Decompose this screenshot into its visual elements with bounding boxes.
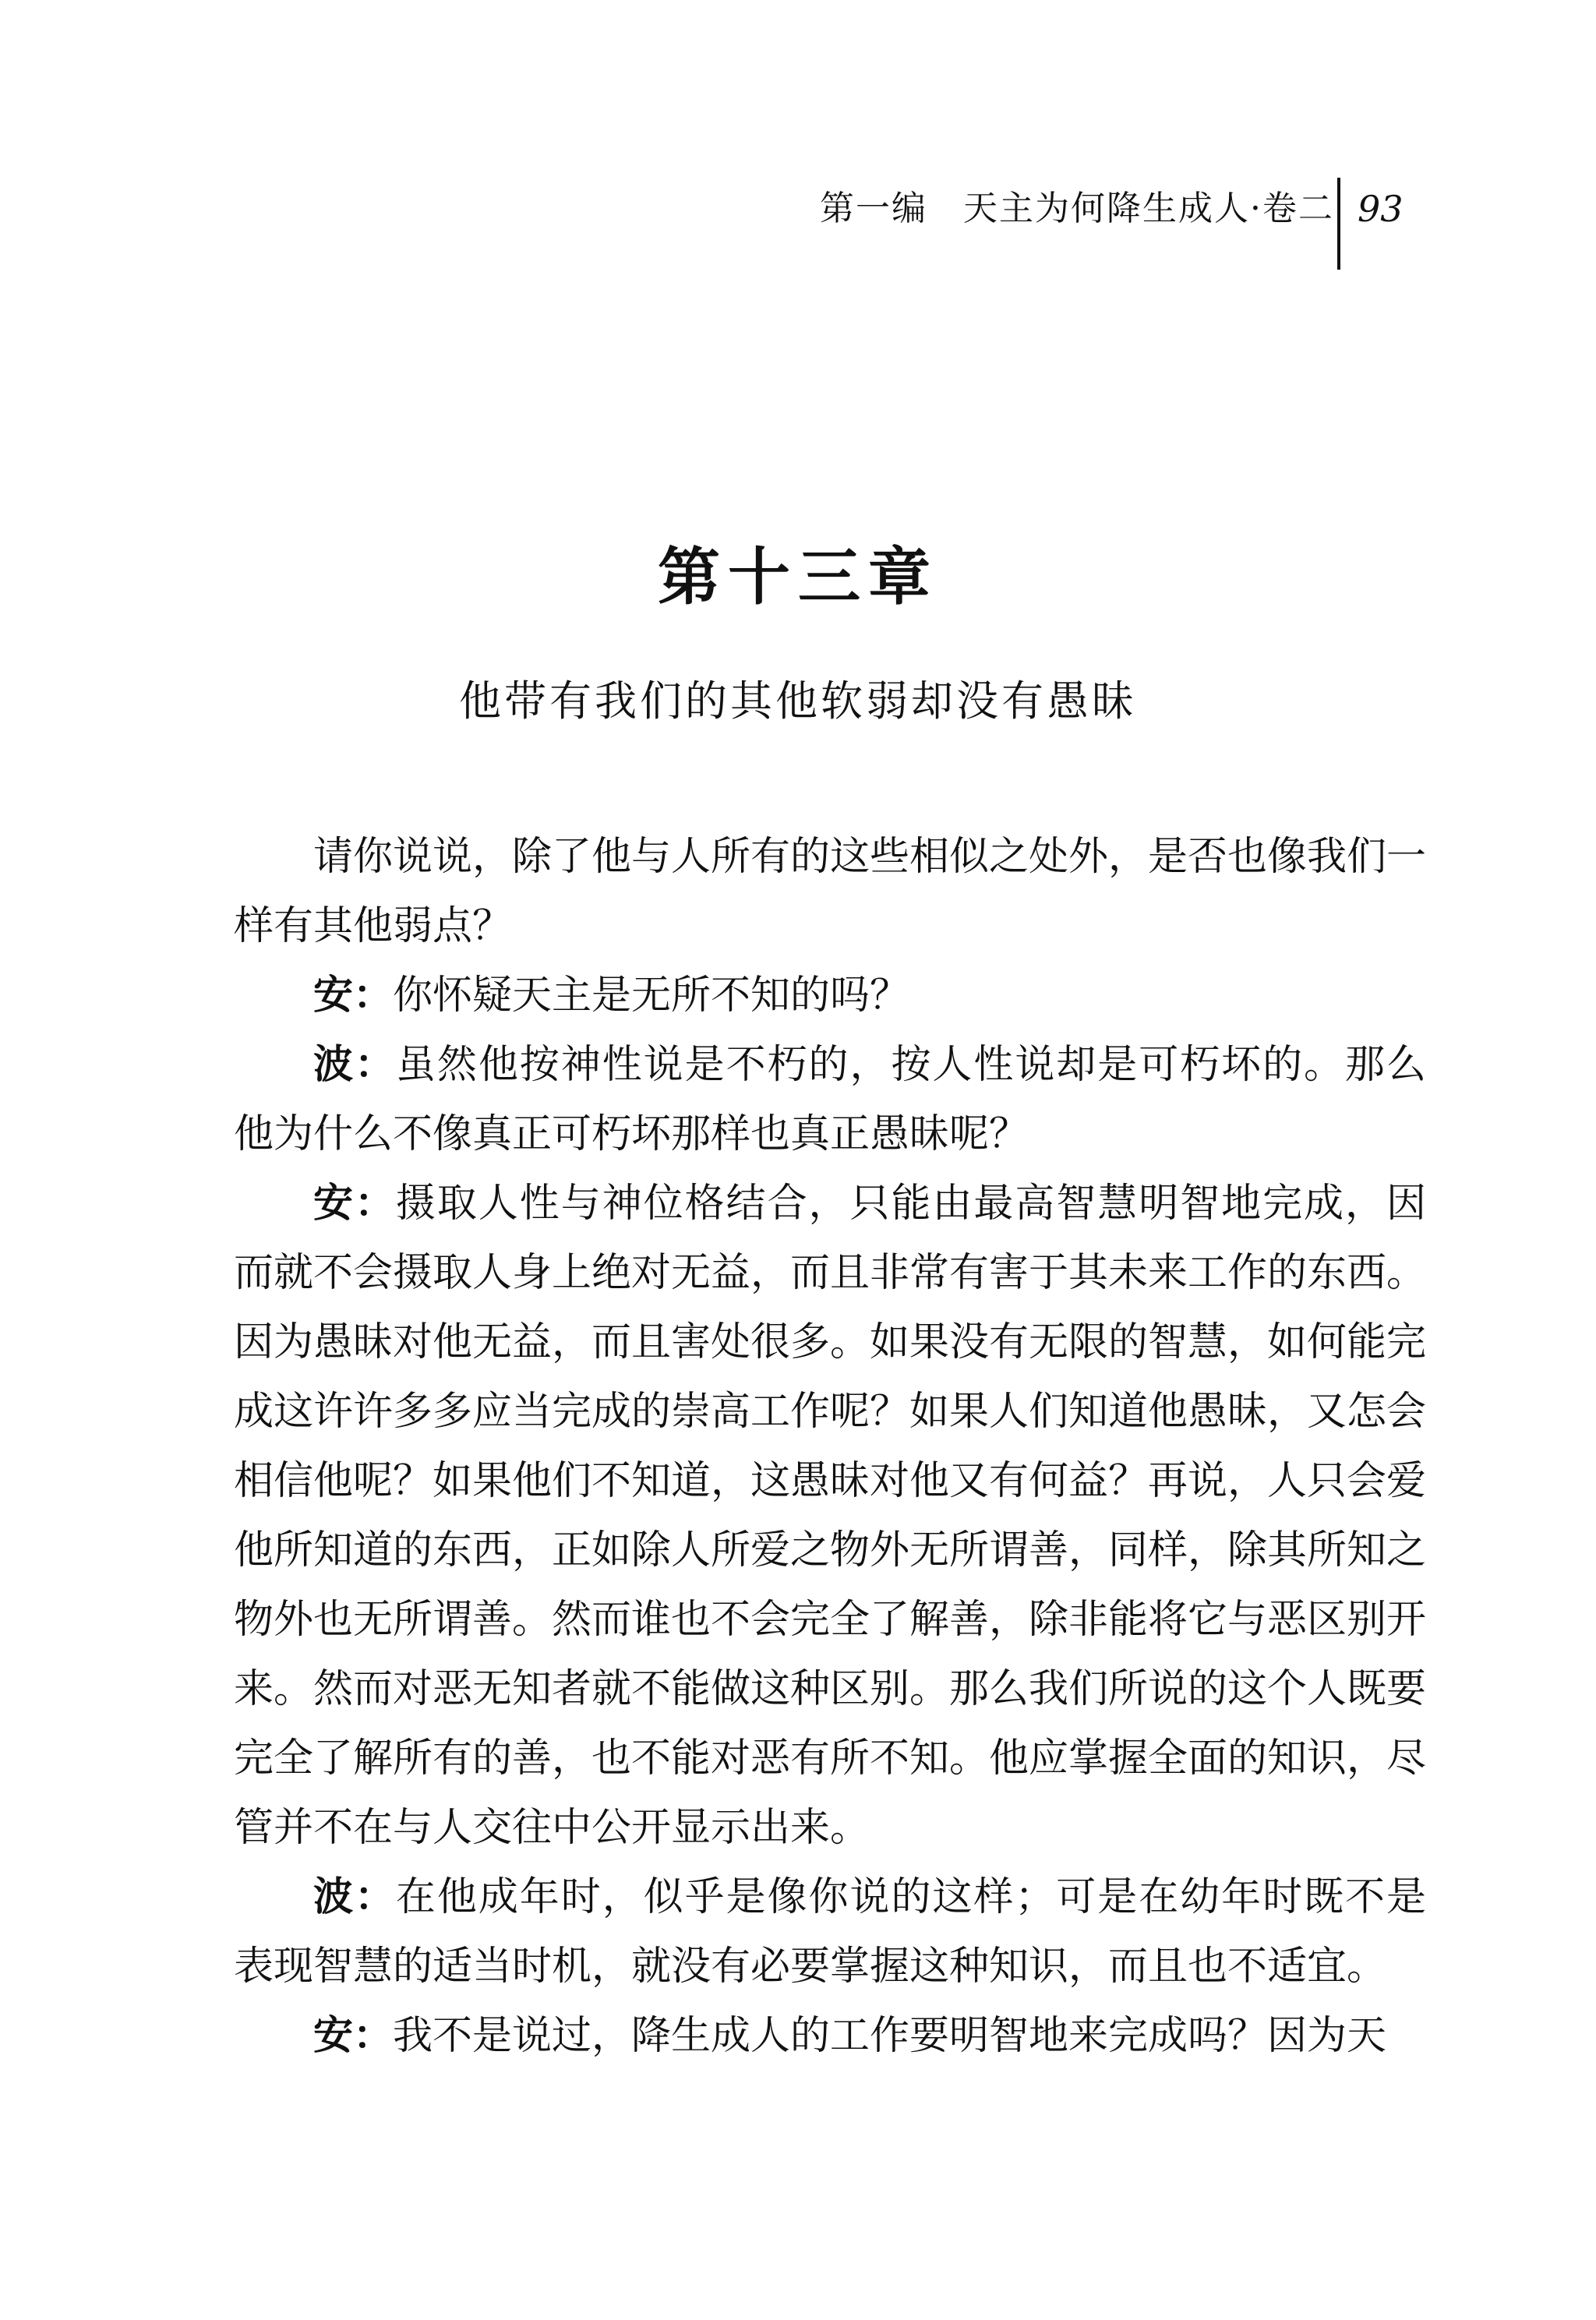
paragraph-text: 请你说说，除了他与人所有的这些相似之处外，是否也像我们一样有其他弱点？ [234,834,1427,949]
page-number: 93 [1358,188,1404,230]
paragraph [234,2001,1426,2071]
paragraph-speaker: 波： [313,1873,396,1920]
running-header-title: 第一编 天主为何降生成人·卷二 [820,189,1334,228]
paragraph [234,961,1426,1030]
running-header [0,185,1334,232]
paragraph-text: 我不是说过，降生成人的工作要明智地来完成吗？因为天 [393,2013,1387,2059]
paragraph-speaker: 安： [313,1180,396,1227]
paragraph-text: 摄取人性与神位格结合，只能由最高智慧明智地完成，因而就不会摄取人身上绝对无益，而且非常有害于其未来工作的东西。因为愚昧对他无益，而且害处很多。如果没有无限的智慧，如何能完成这许许多多应当完成的崇高工作呢？如果人们知道他愚昧，又怎会相信他呢？如果他们不知道，这愚昧对他又有何益？再说，人只会爱他所知道的东西，正如除人所爱之物外无所谓善，同样，除其所知之物外也无所谓善。然而谁也不会完全了解善，除非能将它与恶区别开来。然而对恶无知者就不能做这种区别。那么我们所说的这个人既要完全了解所有的善，也不能对恶有所不知。他应掌握全面的知识，尽管并不在与人交往中公开显示出来。 [234,1181,1427,1851]
paragraph-text: 你怀疑天主是无所不知的吗？ [393,973,910,1019]
paragraph [234,1030,1426,1169]
chapter-subtitle: 他带有我们的其他软弱却没有愚昧 [459,676,1137,726]
paragraph-text: 在他成年时，似乎是像你说的这样；可是在幼年时既不是表现智慧的适当时机，就没有必要掌握这种知识，而且也不适宜。 [234,1874,1426,1990]
paragraph-speaker: 波： [313,1041,396,1088]
paragraph [234,1169,1426,1863]
paragraph [234,1863,1426,2001]
body-text [234,822,1426,2071]
paragraph [234,822,1426,961]
header-rule [1337,178,1340,270]
chapter-title: 第十三章 [658,540,938,613]
paragraph-text: 虽然他按神性说是不朽的，按人性说却是可朽坏的。那么他为什么不像真正可朽坏那样也真正愚昧呢？ [234,1042,1426,1157]
paragraph-speaker: 安： [313,972,394,1019]
paragraph-speaker: 安： [313,2012,394,2059]
